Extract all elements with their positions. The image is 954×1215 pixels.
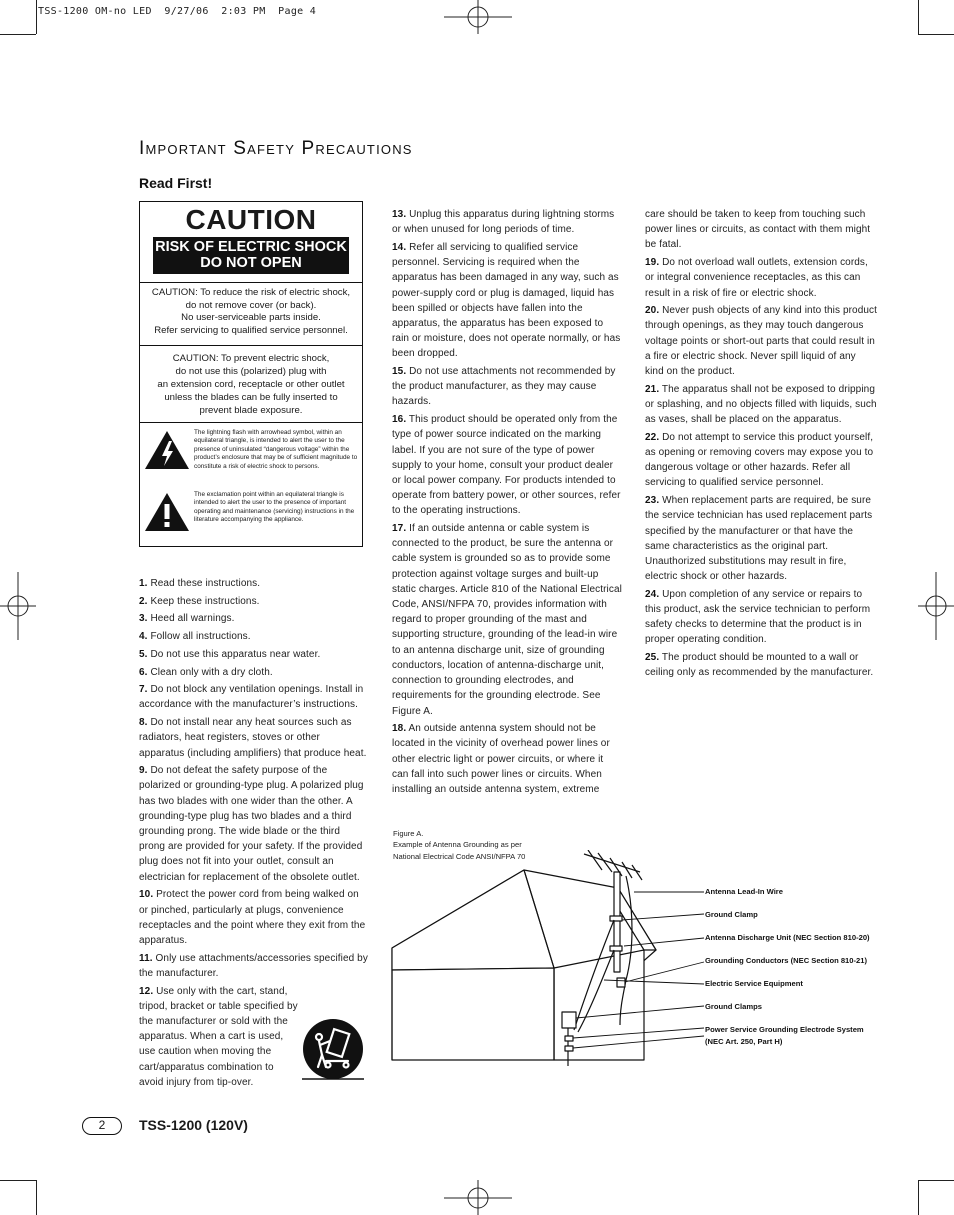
registration-mark-icon (444, 0, 512, 36)
caution-line: do not remove cover (or back). (185, 299, 317, 311)
printer-slug: TSS-1200 OM-no LED 9/27/06 2:03 PM Page 4 (38, 6, 317, 17)
list-item: 11. Only use attachments/accessories specified by the manufacturer. (139, 952, 368, 979)
instructions-column-3 (645, 207, 877, 683)
list-item: 21. The apparatus shall not be exposed to dripping or splashing, and no objects filled with liquids, such as vases, shall be placed on the apparatus. (645, 383, 877, 426)
list-item: 14. Refer all servicing to qualified service personnel. Servicing is required when the apparatus has been damaged in any way, such as power-supply cord or plug is damaged, liquid has been spilled or objects have fallen into the apparatus, the apparatus has been exposed to rain or moisture, does not operate normally, or has been dropped. (392, 241, 621, 360)
caution-heading: CAUTION (185, 204, 317, 235)
diagram-label: Antenna Discharge Unit (NEC Section 810-20) (705, 933, 870, 942)
list-item: 5. Do not use this apparatus near water. (139, 648, 321, 660)
page-number: 2 (82, 1117, 122, 1135)
caution-line: prevent blade exposure. (199, 405, 303, 416)
list-item: 6. Clean only with a dry cloth. (139, 666, 273, 678)
caution-label (139, 201, 363, 547)
registration-mark-icon (918, 572, 954, 640)
figure-caption-line: National Electrical Code ANSI/NFPA 70 (393, 851, 526, 861)
caution-cover-text (140, 283, 362, 345)
list-item: 15. Do not use attachments not recommended by the product manufacturer, as they may cause hazards. (392, 366, 616, 408)
diagram-label: Ground Clamp (705, 910, 758, 919)
list-item: 8. Do not install near any heat sources such as radiators, heat registers, stoves or other apparatus (including amplifiers) that produce heat. (139, 717, 367, 759)
page-title: Important Safety Precautions (139, 138, 413, 159)
caution-line: do not use this (polarized) plug with (175, 366, 327, 377)
crop-mark (918, 1180, 954, 1181)
instructions-column-2 (392, 207, 622, 800)
diagram-label: Power Service Grounding Electrode System (705, 1025, 864, 1034)
list-item: 18. An outside antenna system should not be located in the vicinity of overhead power lines or other electric light or power circuits, or where it can fall into such power lines or circuits. When installing an outside antenna system, extreme (392, 723, 610, 796)
exclamation-symbol-explanation (140, 491, 362, 547)
list-item: 7. Do not block any ventilation openings. Install in accordance with the manufacturer’s instructions. (139, 684, 364, 711)
diagram-label: Ground Clamps (705, 1002, 762, 1011)
lightning-symbol-explanation (140, 429, 362, 489)
diagram-label: (NEC Art. 250, Part H) (705, 1037, 783, 1046)
shock-warning-banner (153, 237, 349, 274)
crop-mark (36, 1180, 37, 1215)
list-item: 23. When replacement parts are required, be sure the service technician has used replacement parts specified by the manufacturer or that have the same characteristics as the original part. Unauthorized substitutions may result in fire, electric shock or other hazards. (645, 495, 873, 583)
antenna-grounding-diagram (388, 850, 708, 1070)
caution-line: CAUTION: To prevent electric shock, (172, 353, 330, 364)
list-item: 24. Upon completion of any service or repairs to this product, ask the service technician to perform safety checks to determine that the product is in proper operating condition. (645, 588, 871, 646)
diagram-label: Grounding Conductors (NEC Section 810-21) (705, 956, 868, 965)
list-item: 4. Follow all instructions. (139, 631, 251, 643)
caution-line: No user-serviceable parts inside. (181, 312, 321, 324)
diagram-label: Antenna Lead-In Wire (705, 887, 783, 896)
exclamation-symbol-text: The exclamation point within an equilateral triangle is intended to alert the user to the presence of important operating and maintenance (servicing) instructions in the literature accompanying the appliance. (194, 491, 355, 524)
list-item: 12. Use only with the cart, stand, tripod, bracket or table specified by the manufacturer or sold with the apparatus. When a cart is used, use caution when moving the cart/apparatus combination to avoid injury from tip-over. (139, 985, 298, 1088)
list-item: care should be taken to keep from touching such power lines or circuits, as contact with them might be fatal. (645, 209, 871, 251)
list-item: 2. Keep these instructions. (139, 595, 260, 607)
caution-line: Refer servicing to qualified service personnel. (154, 324, 348, 336)
crop-mark (918, 34, 954, 35)
diagram-label: Electric Service Equipment (705, 979, 803, 988)
figure-caption-line: Example of Antenna Grounding as per (393, 840, 522, 850)
list-item: 19. Do not overload wall outlets, extension cords, or integral convenience receptacles, as this can result in a risk of fire or electric shock. (645, 257, 868, 299)
list-item: 20. Never push objects of any kind into this product through openings, as they may touch dangerous voltage points or short-out parts that could result in a fire or electric shock. Never spill liquid of any kind on the product. (645, 305, 878, 378)
list-item: 1. Read these instructions. (139, 578, 261, 589)
crop-mark (0, 1180, 36, 1181)
list-item: 3. Heed all warnings. (139, 613, 235, 625)
shock-warning-line: RISK OF ELECTRIC SHOCK (155, 239, 347, 255)
figure-caption-line: Figure A. (393, 829, 424, 838)
cart-tipover-warning-icon (300, 1017, 366, 1081)
instructions-column-1 (139, 576, 368, 1093)
exclamation-warning-icon (143, 491, 191, 533)
crop-mark (36, 0, 37, 34)
list-item: 10. Protect the power cord from being walked on or pinched, particularly at plugs, convenience receptacles and the point where they exit from the apparatus. (139, 889, 366, 946)
caution-line: unless the blades can be fully inserted to (164, 392, 338, 403)
caution-line: CAUTION: To reduce the risk of electric shock, (151, 287, 351, 298)
list-item: 22. Do not attempt to service this product yourself, as opening or removing covers may expose you to dangerous voltage or other hazards. Refer all servicing to qualified service personnel. (645, 431, 874, 489)
registration-mark-icon (0, 572, 36, 640)
shock-warning-line: DO NOT OPEN (200, 255, 302, 271)
list-item: 25. The product should be mounted to a wall or ceiling only as recommended by the manufacturer. (645, 652, 874, 679)
list-item: 9. Do not defeat the safety purpose of the polarized or grounding-type plug. A polarized plug has two blades with one wider than the other. A grounding-type plug has two blades and a third grounding prong. The wide blade or the third prong are provided for your safety. If the provided plug does not fit into your outlet, consult an electrician for replacement of the obsolete outlet. (139, 765, 364, 883)
lightning-symbol-text: The lightning flash with arrowhead symbol, within an equilateral triangle, is intended to alert the user to the presence of uninsulated “dangerous voltage” within the product’s enclosure that may be of sufficient magnitude to constitute a risk of electric shock to persons. (194, 429, 358, 470)
registration-mark-icon (444, 1180, 512, 1215)
caution-line: an extension cord, receptacle or other outlet (157, 379, 345, 390)
model-name: TSS-1200 (120V) (139, 1117, 248, 1133)
divider (140, 422, 362, 423)
list-item: 13. Unplug this apparatus during lightning storms or when unused for long periods of time. (392, 209, 615, 236)
crop-mark (918, 1180, 919, 1215)
list-item: 16. This product should be operated only from the type of power source indicated on the marking label. If you are not sure of the type of power supply to your home, consult your product dealer or local power company. For products intended to operate from battery power, or other sources, refer to the operating instructions. (392, 414, 621, 517)
section-heading: Read First! (139, 175, 213, 191)
crop-mark (918, 0, 919, 34)
list-item: 17. If an outside antenna or cable system is connected to the product, be sure the antenna or cable system is grounded so as to provide some protection against voltage surges and built-up static charges. Article 810 of the National Electrical Code, ANSI/NFPA 70, provides information with regard to proper grounding of the mast and supporting structure, grounding of the lead-in wire to an antenna discharge unit, size of grounding conductors, location of antenna-discharge unit, connection to grounding electrodes, and requirements for the grounding electrode. See Figure A. (392, 523, 622, 717)
lightning-warning-icon (143, 429, 191, 471)
caution-plug-text (140, 346, 362, 422)
crop-mark (0, 34, 36, 35)
